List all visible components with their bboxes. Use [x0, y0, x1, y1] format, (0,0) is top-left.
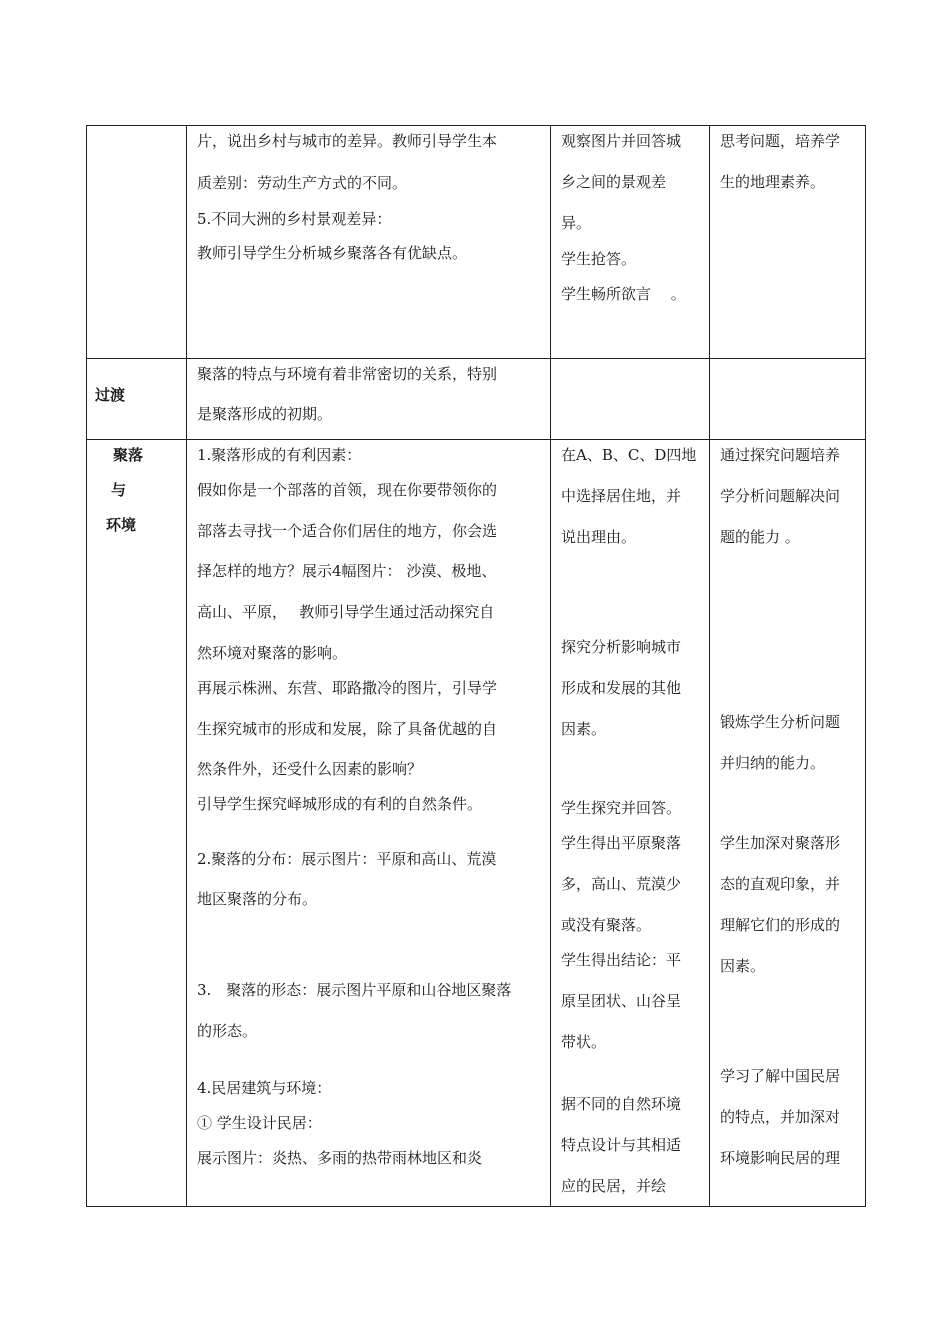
text-line: 质差别：劳动生产方式的不同。: [197, 174, 408, 192]
text-line: 带状。: [561, 1033, 607, 1051]
table-row: [87, 126, 866, 359]
text-line: 4.民居建筑与环境：: [197, 1079, 332, 1097]
category-label: 过渡: [95, 386, 126, 404]
text-line: 因素。: [720, 957, 766, 975]
text-line: 通过探究问题培养: [720, 446, 841, 464]
text-line: 生探究城市的形成和发展，除了具备优越的自: [197, 720, 498, 738]
text-line: 异。: [561, 214, 592, 232]
text-line: 中选择居住地，并: [561, 487, 682, 505]
text-line: 部落去寻找一个适合你们居住的地方，你会选: [197, 522, 498, 540]
text-line: 学生得出结论：平: [561, 951, 682, 969]
category-cell: [87, 126, 187, 359]
category-label: 与: [111, 481, 127, 499]
text-line: 5.不同大洲的乡村景观差异：: [197, 210, 392, 228]
teacher-activity-cell: [187, 359, 551, 440]
text-line: 生的地理素养。: [720, 173, 826, 191]
text-line: 乡之间的景观差: [561, 173, 667, 191]
text-line: 因素。: [561, 720, 607, 738]
text-line: 学生抢答。: [561, 250, 637, 268]
text-line: 观察图片并回答城: [561, 132, 682, 150]
category-label: 聚落: [113, 446, 144, 464]
lesson-plan-table: [86, 125, 866, 1207]
text-line: 的特点，并加深对: [720, 1108, 841, 1126]
table-row: [87, 359, 866, 440]
text-line: 的形态。: [197, 1022, 258, 1040]
design-intent-cell: [710, 126, 866, 359]
text-line: 特点设计与其相适: [561, 1136, 682, 1154]
text-line: 题的能力 。: [720, 528, 800, 546]
text-line: 原呈团状、山谷呈: [561, 992, 682, 1010]
text-line: 在A、B、C、D四地: [561, 446, 697, 464]
text-line: 然环境对聚落的影响。: [197, 644, 348, 662]
text-line: 学分析问题解决问: [720, 487, 841, 505]
teacher-activity-cell: [187, 440, 551, 1207]
text-line: 片，说出乡村与城市的差异。教师引导学生本: [197, 132, 498, 150]
text-line: 择怎样的地方？展示4幅图片： 沙漠、极地、: [197, 562, 497, 580]
text-line: 据不同的自然环境: [561, 1095, 682, 1113]
student-activity-cell: [551, 359, 710, 440]
text-line: 引导学生探究峄城形成的有利的自然条件。: [197, 795, 483, 813]
text-line: 3. 聚落的形态：展示图片平原和山谷地区聚落: [197, 981, 512, 999]
text-line: 展示图片：炎热、多雨的热带雨林地区和炎: [197, 1149, 483, 1167]
text-line: 应的民居，并绘: [561, 1177, 667, 1195]
text-line: 教师引导学生分析城乡聚落各有优缺点。: [197, 244, 468, 262]
text-line: 并归纳的能力。: [720, 754, 826, 772]
text-line: 是聚落形成的初期。: [197, 405, 333, 423]
text-line: 锻炼学生分析问题: [720, 713, 841, 731]
text-line: 然条件外，还受什么因素的影响？: [197, 760, 423, 778]
text-line: 学生探究并回答。: [561, 799, 682, 817]
text-line: 学生得出平原聚落: [561, 834, 682, 852]
text-line: 环境影响民居的理: [720, 1149, 841, 1167]
text-line: 地区聚落的分布。: [197, 890, 318, 908]
student-activity-cell: [551, 126, 710, 359]
text-line: 再展示株洲、东营、耶路撒冷的图片，引导学: [197, 679, 498, 697]
text-line: 说出理由。: [561, 528, 637, 546]
text-line: 思考问题，培养学: [720, 132, 841, 150]
text-line: 高山、平原， 教师引导学生通过活动探究自: [197, 603, 495, 621]
text-line: 学习了解中国民居: [720, 1067, 841, 1085]
category-cell: [87, 359, 187, 440]
text-line: 态的直观印象，并: [720, 875, 841, 893]
text-line: 学生加深对聚落形: [720, 834, 841, 852]
table-row: [87, 440, 866, 1207]
text-line: 假如你是一个部落的首领，现在你要带领你的: [197, 481, 498, 499]
text-line: 或没有聚落。: [561, 916, 652, 934]
text-line: 1.聚落形成的有利因素：: [197, 446, 362, 464]
category-label: 环境: [106, 516, 137, 534]
text-line: 2.聚落的分布：展示图片：平原和高山、荒漠: [197, 850, 497, 868]
text-line: 学生畅所欲言 。: [561, 285, 686, 303]
student-activity-cell: [551, 440, 710, 1207]
teacher-activity-cell: [187, 126, 551, 359]
text-line: 探究分析影响城市: [561, 638, 682, 656]
design-intent-cell: [710, 359, 866, 440]
text-line: 聚落的特点与环境有着非常密切的关系，特别: [197, 365, 498, 383]
text-line: 理解它们的形成的: [720, 916, 841, 934]
category-cell: [87, 440, 187, 1207]
text-line: 多，高山、荒漠少: [561, 875, 682, 893]
text-line: ① 学生设计民居：: [197, 1114, 322, 1132]
design-intent-cell: [710, 440, 866, 1207]
text-line: 形成和发展的其他: [561, 679, 682, 697]
